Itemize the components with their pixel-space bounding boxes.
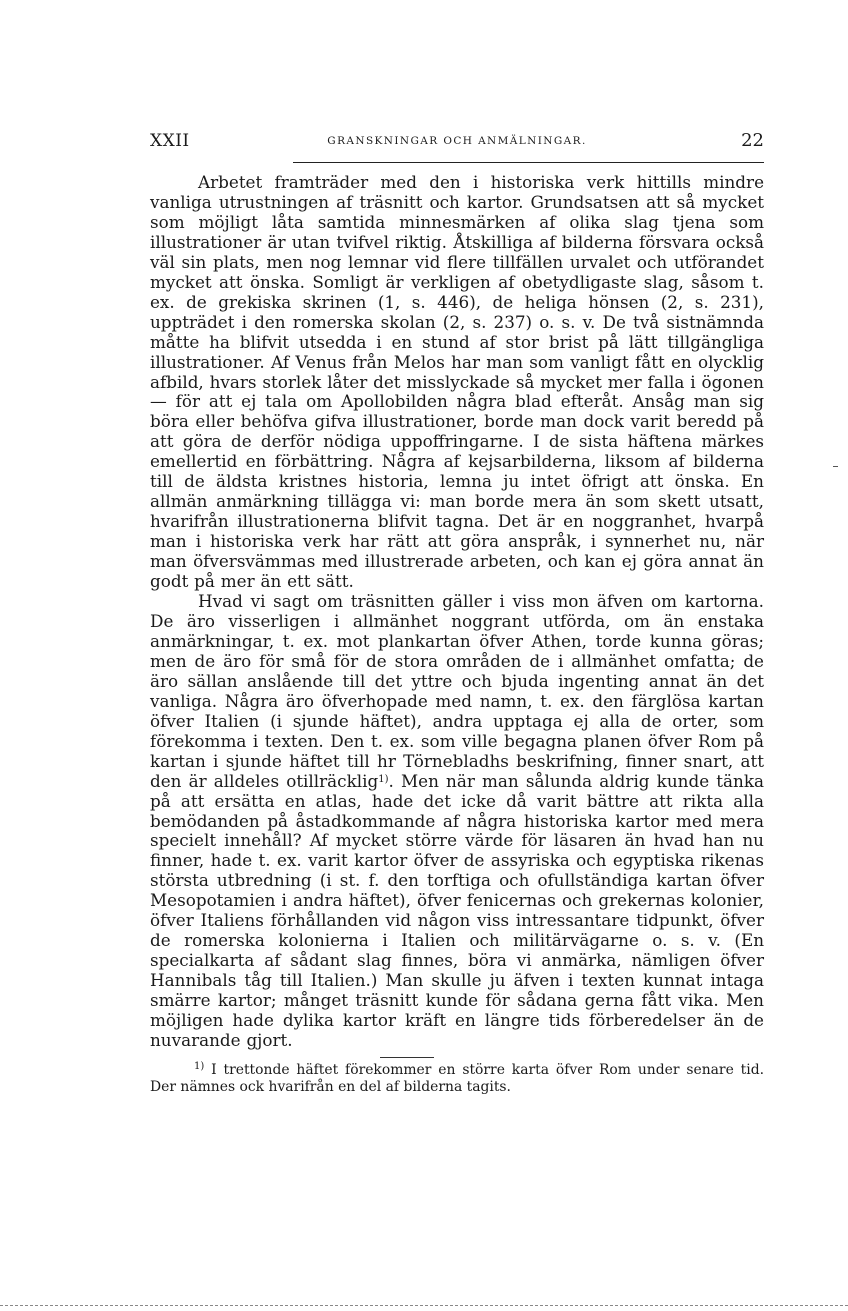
margin-mark: [833, 466, 838, 467]
footnote-text: I trettonde häftet förekommer en större karta öfver Rom under senare tid. Der nämnes ock hvarifrån en del af bilderna tagits.: [150, 1061, 765, 1095]
body-text: [150, 173, 764, 1051]
roman-numeral: XXII: [150, 131, 190, 151]
paragraph-2: Hvad vi sagt om träsnitten gäller i viss mon äfven om kartorna. De äro visserligen i allmänhet noggrant utförda, om än enstaka anmärkningar, t. ex. mot plankartan öfver Athen, torde kunna göras; men de äro för små för de stora områden de i allmänhet omfatta; de äro sällan anslående till det yttre och bjuda ingenting annat än det vanliga. Några äro öfverhopade med namn, t. ex. den färglösa kartan öfver Italien (i sjunde häftet), andra upptaga ej alla de orter, som förekomma i texten. Den t. ex. som ville begagna planen öfver Rom på kartan i sjunde häftet till hr Törnebladhs beskrifning, finner snart, att den är alldeles otillräcklig$^{1)}$. Men när man sålunda aldrig kunde tänka på att ersätta en atlas, hade det icke då varit bättre att rikta alla bemödanden på åstadkommande af några historiska kartor med mera specielt innehåll? Af mycket större värde för läsaren än hvad han nu finner, hade t. ex. varit kartor öfver de assyriska och egyptiska rikenas största utbredning (i st. f. den torftiga och ofullständiga kartan öfver Mesopotamien i andra häftet), öfver fenicernas och grekernas kolonier, öfver Italiens förhållanden vid någon viss intressantare tidpunkt, öfver de romerska kolonierna i Italien och militärvägarne o. s. v. (En specialkarta af sådant slag finnes, böra vi anmärka, nämligen öfver Hannibals tåg till Italien.) Man skulle ju äfven i texten kunnat intaga smärre kartor; månget träsnitt kunde för sådana gerna fått vika. Men möjligen hade dylika kartor kräft en längre tids förberedelser än de nuvarande gjort.: [150, 591, 764, 1050]
running-title: GRANSKNINGAR OCH ANMÄLNINGAR.: [327, 135, 587, 147]
footnote-reference: 1): [378, 773, 389, 785]
footnote: [150, 1062, 764, 1096]
paragraph-1: Arbetet framträder med den i historiska verk hittills mindre vanliga utrustningen af träsnitt och kartor. Grundsatsen att så mycket som möjligt låta samtida minnesmärken af olika slag tjena som illustrationer är utan tvifvel riktig. Åtskilliga af bilderna försvara också väl sin plats, men nog lemnar vid flere tillfällen urvalet och utförandet mycket att önska. Somligt är verkligen af obetydligaste slag, såsom t. ex. de grekiska skrinen (1, s. 446), de heliga hönsen (2, s. 231), uppträdet i den romerska skolan (2, s. 237) o. s. v. De två sistnämnda måtte ha blifvit utsedda i en stund af stor brist på lätt tillgängliga illustrationer. Af Venus från Melos har man som vanligt fått en olycklig afbild, hvars storlek låter det misslyckade så mycket mer falla i ögonen — för att ej tala om Apollobilden några blad efteråt. Ansåg man sig böra eller behöfva gifva illustrationer, borde man dock varit beredd på att göra de derför nödiga uppoffringarne. I de sista häftena märkes emellertid en förbättring. Några af kejsarbilderna, liksom af bilderna till de äldsta kristnes historia, lemna ju intet öfrigt att önska. En allmän anmärkning tillägga vi: man borde mera än som skett utsatt, hvarifrån illustrationerna blifvit tagna. Det är en noggranhet, hvarpå man i historiska verk har rätt att göra anspråk, i synnerhet nu, när man öfversvämmas med illustrerade arbeten, och kan ej göra annat än godt på mer än ett sätt.: [150, 172, 764, 592]
footnote-separator: [380, 1057, 434, 1058]
paragraph-2-start: Hvad vi sagt om träsnitten gäller i viss mon äfven om kartorna. De äro visserligen i allmänhet noggrant utförda, om än enstaka anmärkningar, t. ex. mot plankartan öfver Athen, torde kunna göras; men de äro för små för de stora områden de i allmänhet omfatta; de äro sällan anslående till det yttre och bjuda ingenting annat än det vanliga. Några äro öfverhopade med namn, t. ex. den färglösa kartan öfver Italien (i sjunde häftet), andra upptaga ej alla de orter, som förekomma i texten. Den t. ex. som ville begagna planen öfver Rom på kartan i sjunde häftet till hr Törnebladhs beskrifning, finner snart, att den är alldeles otillräcklig: [150, 591, 764, 791]
page: [150, 128, 764, 1096]
footnote-marker: 1): [194, 1060, 205, 1072]
page-number: 22: [741, 130, 764, 151]
page-header: [150, 128, 764, 154]
scan-edge-line: [0, 1305, 848, 1306]
paragraph-2-continued: Men när man sålunda aldrig kunde tänka på att ersätta en atlas, hade det icke då varit bättre att rikta alla bemödanden på åstadkommande af några historiska kartor med mera specielt innehåll? Af mycket större värde för läsaren än hvad han nu finner, hade t. ex. varit kartor öfver de assyriska och egyptiska rikenas största utbredning (i st. f. den torftiga och ofullständiga kartan öfver Mesopotamien i andra häftet), öfver fenicernas och grekernas kolonier, öfver Italiens förhållanden vid någon viss intressantare tidpunkt, öfver de romerska kolonierna i Italien och militärvägarne o. s. v. (En specialkarta af sådant slag finnes, böra vi anmärka, nämligen öfver Hannibals tåg till Italien.) Man skulle ju äfven i texten kunnat intaga smärre kartor; månget träsnitt kunde för sådana gerna fått vika. Men möjligen hade dylika kartor kräft en längre tids förberedelser än de nuvarande gjort.: [150, 770, 764, 1050]
header-rule: [293, 162, 764, 163]
